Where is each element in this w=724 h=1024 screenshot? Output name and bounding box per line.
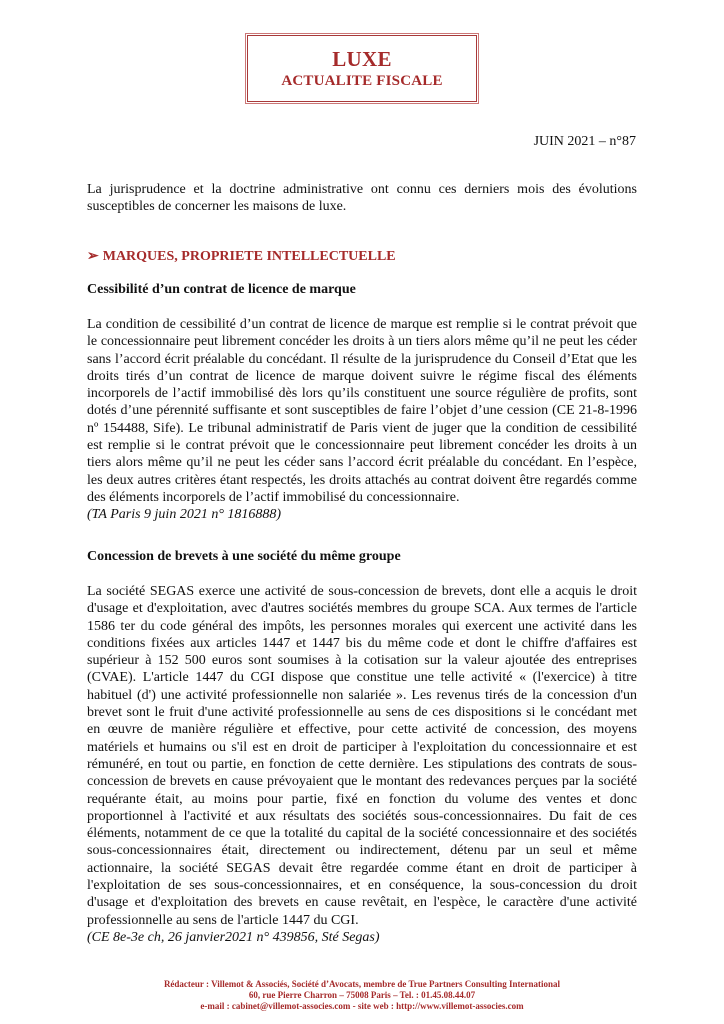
article2-body	[87, 583, 637, 946]
masthead-title: LUXE	[332, 47, 392, 71]
article1-citation: (TA Paris 9 juin 2021 n° 1816888)	[87, 507, 282, 523]
arrow-bullet-icon: ➢	[87, 249, 99, 264]
masthead-subtitle: ACTUALITE FISCALE	[281, 73, 443, 89]
section-title-text: MARQUES, PROPRIETE INTELLECTUELLE	[102, 249, 396, 264]
intro-paragraph: La jurisprudence et la doctrine administrative ont connu ces derniers mois des évolutions susceptibles de concerner les maisons de luxe.	[87, 182, 637, 215]
article1-text: La condition de cessibilité d’un contrat de licence de marque est remplie si le contrat prévoit que le concessionnaire peut librement concéder les droits à un tiers alors même qu’il ne peut les céder sans l’accord écrit préalable du concédant. Il résulte de la jurisprudence du Conseil d’Etat que les droits tirés d’un contrat de licence de marque doivent suivre le régime fiscal des éléments incorporels de l’actif immobilisé dès lors qu’ils constituent une source régulière de profits, sont dotés d’une pérennité suffisante et sont susceptibles de faire l’objet d’une cession (CE 21-8-1996 nº 154488, Sife). Le tribunal administratif de Paris vient de juger que la condition de cessibilité est remplie si le contrat prévoit que le concessionnaire peut librement concéder les droits à un tiers alors même qu’il ne peut les céder sans l’accord écrit préalable du concédant. En l’espèce, les deux autres critères étant respectés, les droits attachés au contrat doivent être regardés comme des éléments incorporels de l’actif immobilisé du concessionnaire.	[87, 317, 637, 505]
article1-body	[87, 316, 637, 524]
issue-date: JUIN 2021 – n°87	[533, 134, 636, 149]
article2-text: La société SEGAS exerce une activité de sous-concession de brevets, dont elle a acquis le droit d'usage et d'exploitation, avec d'autres sociétés membres du groupe SCA. Aux termes de l'article 1586 ter du code général des impôts, les personnes morales qui exercent une activité dans les conditions fixées aux articles 1447 et 1447 bis du même code et dont le chiffre d'affaires est supérieur à 152 500 euros sont soumises à la cotisation sur la valeur ajoutée des entreprises (CVAE). L'article 1447 du CGI dispose que constitue une telle activité « (l'exercice) à titre habituel (d') une activité professionnelle non salariée ». Les revenus tirés de la concession d'un brevet sont le fruit d'une activité professionnelle au sens de ces dispositions si le concédant met en œuvre de manière régulière et effective, pour cette activité de concession, des moyens matériels et humains ou s'il est en droit de participer à l'exploitation du concessionnaire et est rémunéré, en tout ou partie, en fonction de cette dernière. Les stipulations des contrats de sous-concession de brevets en cause prévoyaient que le montant des redevances perçues par la société requérante était, au moins pour partie, fixé en fonction du volume des ventes et donc proportionnel à l'activité et aux résultats des sociétés sous-concessionnaires. Du fait de ces éléments, notamment de ce que la totalité du capital de la société concessionnaire et des sociétés sous-concessionnaires était, directement ou indirectement, détenu par un seul et même actionnaire, la société SEGAS devait être regardée comme étant en droit de participer à l'exploitation de ses sous-concessionnaires, et en conséquence, la sous-concession du droit d'usage et d'exploitation des brevets en cause revêtait, en l'espèce, le caractère d'une activité professionnelle au sens de l'article 1447 du CGI.	[87, 584, 637, 928]
footer-contact: e-mail : cabinet@villemot-associes.com - site web : http://www.villemot-associes.com	[200, 1001, 524, 1011]
footer-address: 60, rue Pierre Charron – 75008 Paris – Tel. : 01.45.08.44.07	[248, 990, 476, 1000]
article2-citation: (CE 8e-3e ch, 26 janvier2021 n° 439856, Sté Segas)	[87, 929, 380, 945]
article1-heading: Cessibilité d’un contrat de licence de marque	[87, 282, 356, 297]
masthead	[247, 35, 477, 102]
footer-author: Rédacteur : Villemot & Associés, Société d’Avocats, membre de True Partners Consulting International	[163, 979, 561, 989]
article2-heading: Concession de brevets à une société du même groupe	[87, 549, 401, 564]
section-title	[87, 248, 396, 265]
footer	[0, 979, 724, 1012]
